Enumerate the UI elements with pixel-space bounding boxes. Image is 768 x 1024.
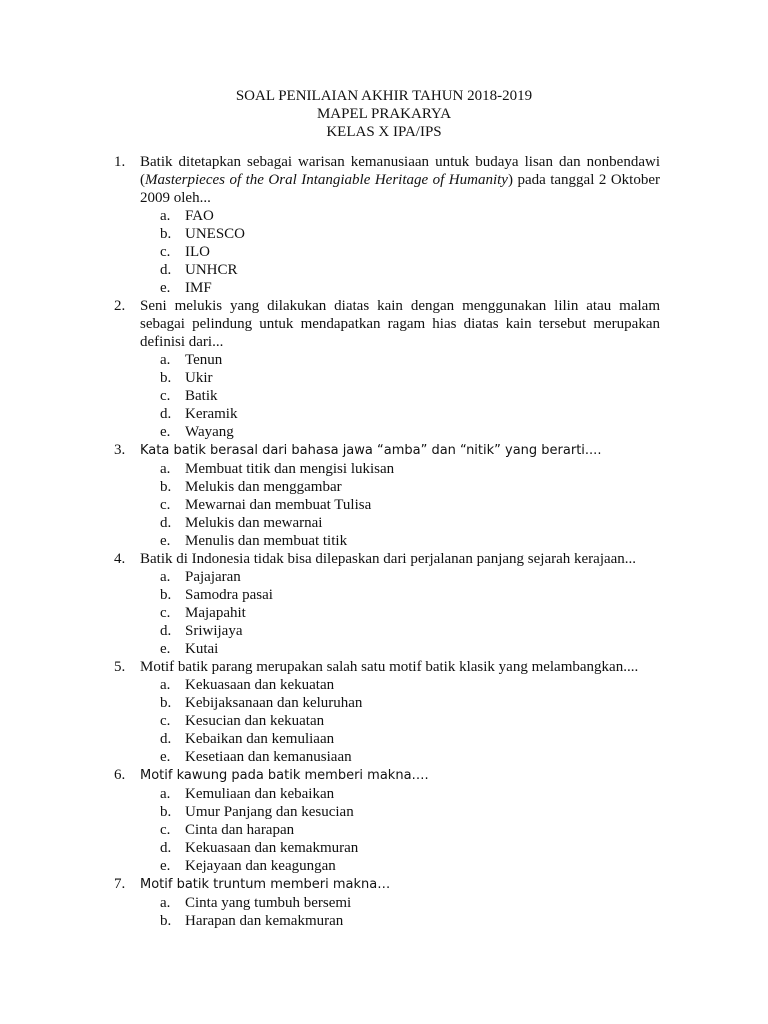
option-list bbox=[0, 460, 768, 550]
question-number: 1. bbox=[114, 154, 126, 170]
option-d: d. Sriwijaya bbox=[160, 623, 243, 639]
option-d: d. UNHCR bbox=[160, 262, 238, 278]
question-number: 6. bbox=[114, 767, 126, 783]
option-e: e. Wayang bbox=[160, 424, 234, 440]
option-c: c. Batik bbox=[160, 388, 218, 404]
option-c: c. Majapahit bbox=[160, 605, 246, 621]
option-e: e. Menulis dan membuat titik bbox=[160, 533, 348, 549]
option-d: d. Keramik bbox=[160, 406, 238, 422]
option-b: b. Ukir bbox=[160, 370, 213, 386]
option-a: a. Pajajaran bbox=[160, 569, 241, 585]
question-4 bbox=[0, 550, 660, 568]
option-b: b. Harapan dan kemakmuran bbox=[160, 913, 344, 929]
question-italic-text: Masterpieces of the Oral Intangiable Heritage of Humanity bbox=[145, 172, 508, 188]
option-a: a. Kemuliaan dan kebaikan bbox=[160, 786, 335, 802]
option-e: e. Kejayaan dan keagungan bbox=[160, 858, 336, 874]
option-d: d. Melukis dan mewarnai bbox=[160, 515, 323, 531]
option-list bbox=[0, 785, 768, 875]
option-b: b. Melukis dan menggambar bbox=[160, 479, 342, 495]
question-6 bbox=[0, 766, 660, 785]
question-number: 2. bbox=[114, 298, 126, 314]
header-class: KELAS X IPA/IPS bbox=[326, 124, 442, 140]
option-c: c. Cinta dan harapan bbox=[160, 822, 295, 838]
question-text: Motif batik parang merupakan salah satu motif batik klasik yang melambangkan.... bbox=[140, 659, 639, 675]
question-list bbox=[0, 153, 768, 930]
option-b: b. Samodra pasai bbox=[160, 587, 273, 603]
question-number: 4. bbox=[114, 551, 126, 567]
document-header bbox=[0, 87, 768, 141]
option-list bbox=[0, 568, 768, 658]
question-number: 5. bbox=[114, 659, 126, 675]
option-e: e. IMF bbox=[160, 280, 212, 296]
header-title: SOAL PENILAIAN AKHIR TAHUN 2018-2019 bbox=[235, 88, 533, 104]
option-c: c. ILO bbox=[160, 244, 210, 260]
header-subject: MAPEL PRAKARYA bbox=[316, 106, 452, 122]
option-list bbox=[0, 894, 768, 930]
question-text: Seni melukis yang dilakukan diatas kain dengan menggunakan lilin atau malam sebagai pelindung untuk mendapatkan ragam hias diatas kain tersebut merupakan definisi dari... bbox=[140, 298, 660, 350]
option-list bbox=[0, 207, 768, 297]
option-e: e. Kesetiaan dan kemanusiaan bbox=[160, 749, 352, 765]
question-5 bbox=[0, 658, 660, 676]
option-c: c. Kesucian dan kekuatan bbox=[160, 713, 325, 729]
question-3 bbox=[0, 441, 660, 460]
question-number: 7. bbox=[114, 876, 126, 892]
option-a: a. Membuat titik dan mengisi lukisan bbox=[160, 461, 395, 477]
option-b: b. Umur Panjang dan kesucian bbox=[160, 804, 354, 820]
question-text: Kata batik berasal dari bahasa jawa “amba” dan “nitik” yang berarti.... bbox=[140, 443, 602, 458]
option-b: b. Kebijaksanaan dan keluruhan bbox=[160, 695, 363, 711]
option-a: a. FAO bbox=[160, 208, 214, 224]
option-list bbox=[0, 676, 768, 766]
question-number: 3. bbox=[114, 442, 126, 458]
question-text: Batik di Indonesia tidak bisa dilepaskan dari perjalanan panjang sejarah kerajaan... bbox=[140, 551, 637, 567]
option-d: d. Kekuasaan dan kemakmuran bbox=[160, 840, 359, 856]
question-2 bbox=[0, 297, 660, 351]
option-a: a. Tenun bbox=[160, 352, 223, 368]
option-a: a. Kekuasaan dan kekuatan bbox=[160, 677, 335, 693]
option-c: c. Mewarnai dan membuat Tulisa bbox=[160, 497, 372, 513]
option-a: a. Cinta yang tumbuh bersemi bbox=[160, 895, 352, 911]
option-d: d. Kebaikan dan kemuliaan bbox=[160, 731, 335, 747]
question-text: Batik ditetapkan sebagai warisan kemanusiaan untuk budaya lisan dan nonbendawi (Masterpieces of the Oral Intangiable Heritage of Humanity) pada tanggal 2 Oktober 2009 oleh... bbox=[140, 154, 660, 206]
question-text: Motif kawung pada batik memberi makna…. bbox=[140, 768, 429, 783]
question-text: Motif batik truntum memberi makna… bbox=[140, 877, 391, 892]
question-1 bbox=[0, 153, 660, 207]
question-7 bbox=[0, 875, 660, 894]
option-e: e. Kutai bbox=[160, 641, 219, 657]
option-list bbox=[0, 351, 768, 441]
option-b: b. UNESCO bbox=[160, 226, 246, 242]
